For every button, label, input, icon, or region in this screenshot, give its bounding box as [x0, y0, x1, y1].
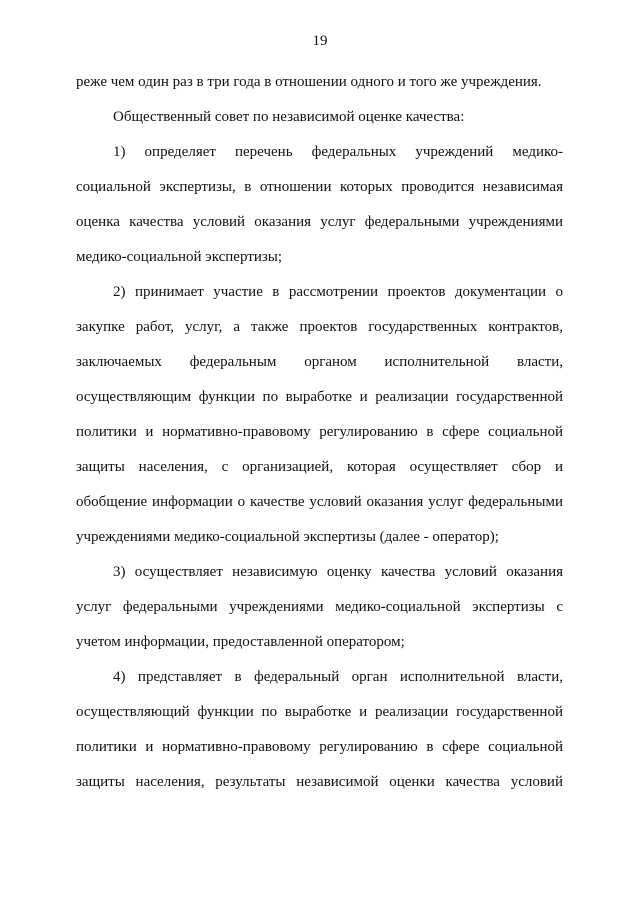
text-line: заключаемых федеральным органом исполнительной власти,: [76, 354, 563, 370]
text-line: реже чем один раз в три года в отношении одного и того же учреждения.: [76, 74, 542, 90]
text-line: учреждениями медико-социальной экспертизы (далее - оператор);: [76, 529, 499, 545]
text-line: социальной экспертизы, в отношении которых проводится независимая: [76, 179, 563, 195]
text-line: защиты населения, результаты независимой оценки качества условий: [76, 774, 563, 790]
text-line: защиты населения, с организацией, которая осуществляет сбор и: [76, 459, 563, 475]
text-line: политики и нормативно-правовому регулированию в сфере социальной: [76, 424, 563, 440]
text-line: 2) принимает участие в рассмотрении проектов документации о: [113, 284, 563, 300]
text-line: Общественный совет по независимой оценке качества:: [113, 109, 465, 125]
text-line: 4) представляет в федеральный орган исполнительной власти,: [113, 669, 563, 685]
text-line: 1) определяет перечень федеральных учреждений медико-: [113, 144, 563, 160]
text-line: закупке работ, услуг, а также проектов государственных контрактов,: [76, 319, 563, 335]
text-line: оценка качества условий оказания услуг федеральными учреждениями: [76, 214, 563, 230]
text-line: политики и нормативно-правовому регулированию в сфере социальной: [76, 739, 563, 755]
text-line: осуществляющий функции по выработке и реализации государственной: [76, 704, 563, 720]
page-number: 19: [312, 33, 328, 49]
text-line: осуществляющим функции по выработке и реализации государственной: [76, 389, 563, 405]
text-line: учетом информации, предоставленной оператором;: [76, 634, 405, 650]
text-line: медико-социальной экспертизы;: [76, 249, 283, 265]
text-line: 3) осуществляет независимую оценку качества условий оказания: [113, 564, 563, 580]
text-line: услуг федеральными учреждениями медико-социальной экспертизы с: [76, 599, 563, 615]
text-line: обобщение информации о качестве условий оказания услуг федеральными: [76, 494, 563, 510]
